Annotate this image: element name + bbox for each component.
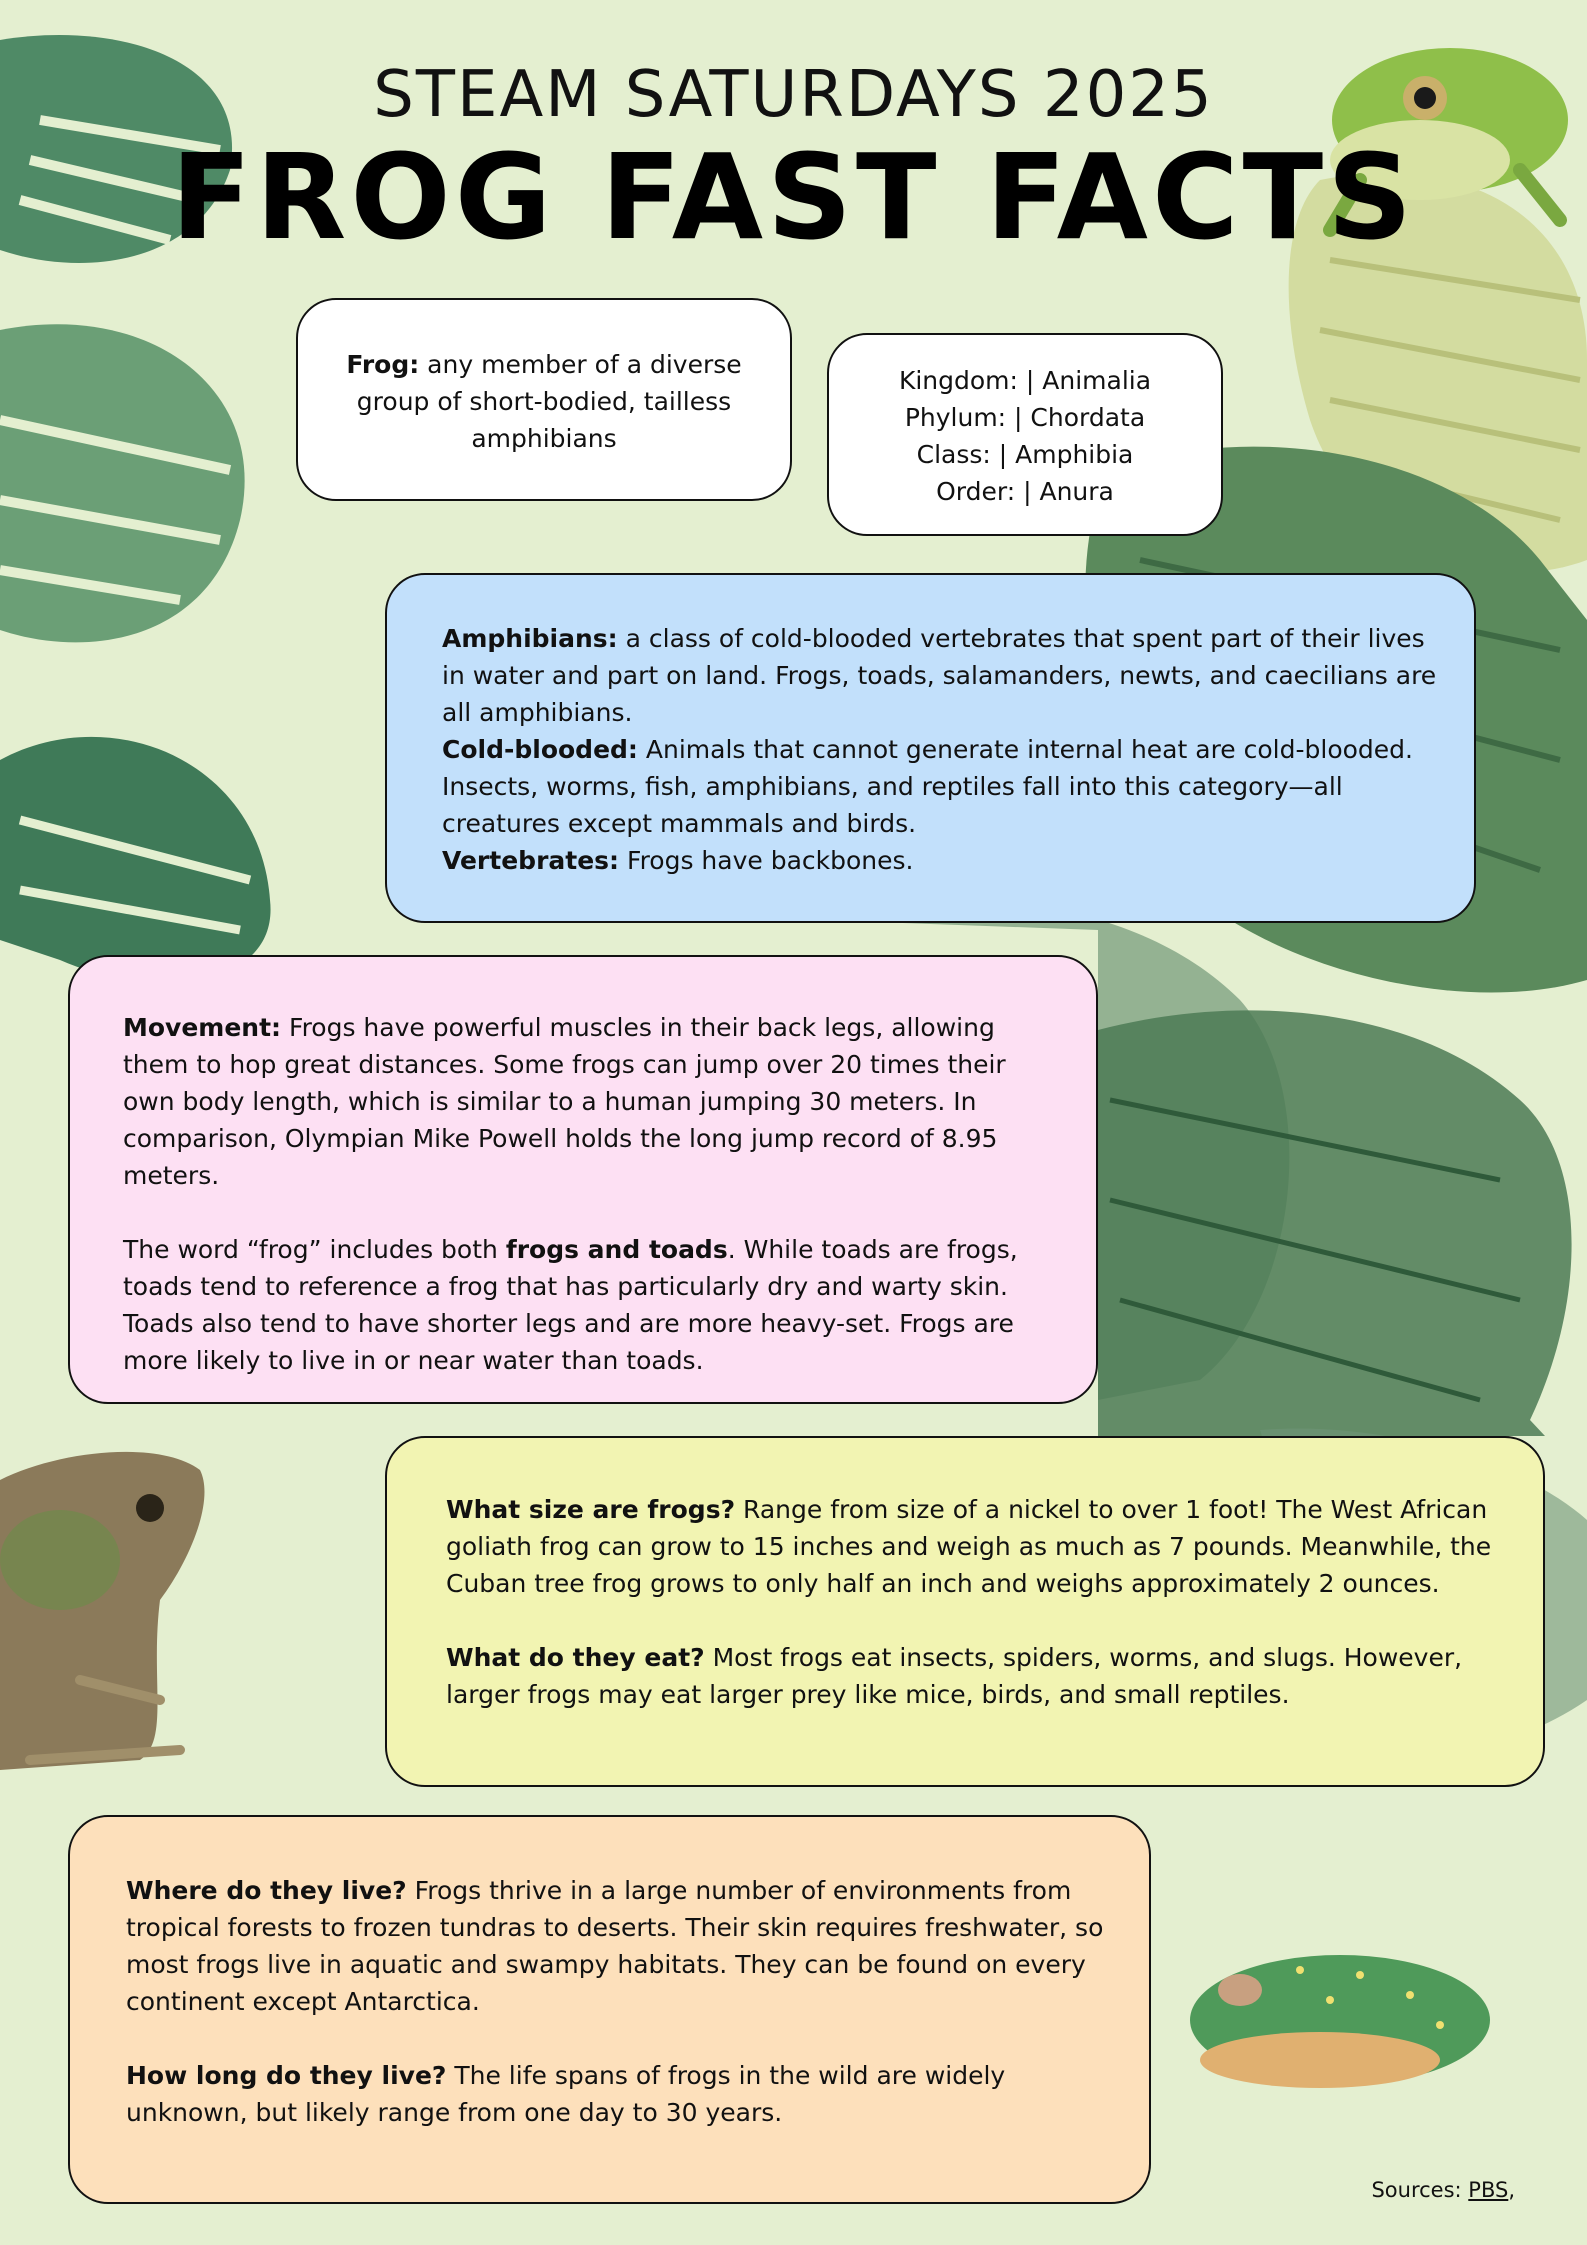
fact-text: a class of cold-blooded vertebrates that spent part of their lives in water and part on land. Frogs, toads, salamanders, newts, and caecilians are all amphibians. [442,624,1437,727]
fact-term: Vertebrates: [442,846,620,875]
habitat-lifespan-card [68,1815,1151,2204]
sources-pbs-link[interactable]: PBS [1468,2178,1509,2202]
taxonomy-order: Order: | Anura [936,477,1114,506]
fact-term: Amphibians: [442,624,618,653]
fact-term: Movement: [123,1013,282,1042]
sources-line: Sources: PBS, [1371,2178,1515,2202]
event-title: STEAM SATURDAYS 2025 [373,58,1214,132]
habitat-fact [126,1872,1109,2020]
fact-term: frogs and toads [505,1235,728,1264]
fact-question: What do they eat? [446,1643,705,1672]
taxonomy-class: Class: | Amphibia [916,440,1134,469]
frogs-toads-fact: The word “frog” includes both frogs and toads. While toads are frogs, toads tend to reference a frog that has particularly dry and warty skin. Toads also tend to have shorter legs and are more heavy-set. Frogs are more likely to live in or near water than toads. [123,1235,1018,1375]
fact-text: Frogs have backbones. [619,846,914,875]
vertebrates-fact [442,842,1444,879]
spotted-frog-illustration [1190,1955,1490,2088]
movement-fact [123,1009,1056,1194]
fact-question: What size are frogs? [446,1495,736,1524]
fact-text: Animals that cannot generate internal heat are cold-blooded. Insects, worms, fish, amphibians, and reptiles fall into this category—all creatures except mammals and birds. [442,735,1413,838]
taxonomy-phylum: Phylum: | Chordata [904,403,1146,432]
fact-term: Cold-blooded: [442,735,638,764]
fact-question: How long do they live? [126,2061,447,2090]
frog-definition [328,346,760,457]
amphibians-fact [442,620,1444,731]
size-fact [446,1491,1503,1602]
taxonomy-kingdom: Kingdom: | Animalia [898,366,1152,395]
lifespan-fact [126,2057,1109,2131]
diet-fact [446,1639,1503,1713]
page-title: FROG FAST FACTS [170,128,1417,266]
cold-blooded-fact [442,731,1444,842]
definition-term: Frog: [346,350,420,379]
size-diet-card [385,1436,1545,1787]
fact-text: Most frogs eat insects, spiders, worms, and slugs. However, larger frogs may eat larger prey like mice, birds, and small reptiles. [446,1643,1463,1709]
brown-frog-illustration [0,1452,204,1770]
fact-text: Frogs thrive in a large number of environments from tropical forests to frozen tundras to deserts. Their skin requires freshwater, so most frogs live in aquatic and swampy habitats. They can be found on every continent except Antarctica. [126,1876,1104,2016]
sources-label: Sources: [1371,2178,1469,2202]
taxonomy-card [827,333,1223,536]
fact-text: Range from size of a nickel to over 1 foot! The West African goliath frog can grow to 15 inches and weigh as much as 7 pounds. Meanwhile, the Cuban tree frog grows to only half an inch and weighs approximately 2 ounces. [446,1495,1492,1598]
definition-text: any member of a diverse group of short-bodied, tailless amphibians [356,350,742,453]
fact-text: The life spans of frogs in the wild are widely unknown, but likely range from one day to 30 years. [126,2061,1006,2127]
fact-text: Frogs have powerful muscles in their back legs, allowing them to hop great distances. Some frogs can jump over 20 times their own body length, which is similar to a human jumping 30 meters. In comparison, Olympian Mike Powell holds the long jump record of 8.95 meters. [123,1013,1006,1190]
frog-definition-card [296,298,792,501]
fact-question: Where do they live? [126,1876,407,1905]
movement-card [68,955,1098,1404]
classification-card [385,573,1476,923]
